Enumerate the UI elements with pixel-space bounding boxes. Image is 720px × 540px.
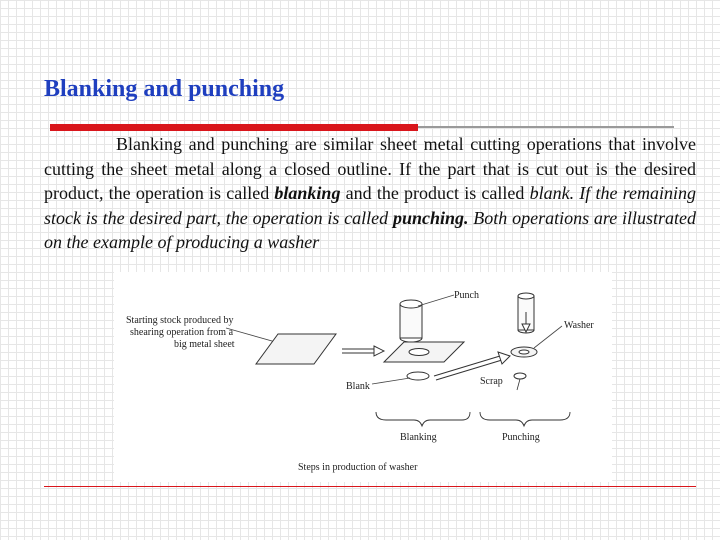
bottom-rule [44,486,696,487]
scrap-drop-line [517,379,520,390]
label-blanking: Blanking [400,432,437,443]
washer-hole [519,350,529,354]
paragraph-text-2: and the product is called [345,183,525,203]
washer-diagram [114,272,612,482]
paragraph-text-1: Blanking and punching are similar sheet metal cutting operations that involve cutting the sheet metal along a closed outline. If the part that is cut out is the desired product, the operation is called [44,134,696,203]
double-arrow [342,346,384,356]
label-blank: Blank [346,381,370,392]
blank-piece [407,372,429,380]
title-underline [44,124,674,132]
figure-caption: Steps in production of washer [298,462,418,473]
term-blanking: blanking [274,183,341,203]
blanking-sheet-hole [409,349,429,356]
title-underline-accent [50,124,418,131]
term-punching: punching. [392,207,469,228]
blanking-brace [376,412,470,426]
label-punch: Punch [454,290,479,301]
paragraph-text-3: blank. If the remaining stock is the desired part, the operation is called [44,183,696,228]
label-punching: Punching [502,432,540,443]
washer-process-figure [114,272,612,482]
pointer-line-washer [534,326,562,348]
title-underline-rule [418,126,674,128]
punching-brace [480,412,570,426]
label-starting-stock-2: shearing operation from a [130,327,234,338]
label-scrap: Scrap [480,376,503,387]
label-washer: Washer [564,320,594,331]
blanking-punch [400,300,422,342]
pointer-line-blank [372,378,410,384]
body-paragraph [44,132,696,255]
slide-title: Blanking and punching [44,76,285,102]
pointer-line-punch [418,295,454,306]
scrap-piece [514,373,526,379]
starting-sheet-shape [256,334,336,364]
label-starting-stock-3: big metal sheet [174,339,235,350]
paragraph-text-4: Both operations are illustrated on the example of producing a washer [44,207,697,252]
label-starting-stock-1: Starting stock produced by [126,315,234,326]
